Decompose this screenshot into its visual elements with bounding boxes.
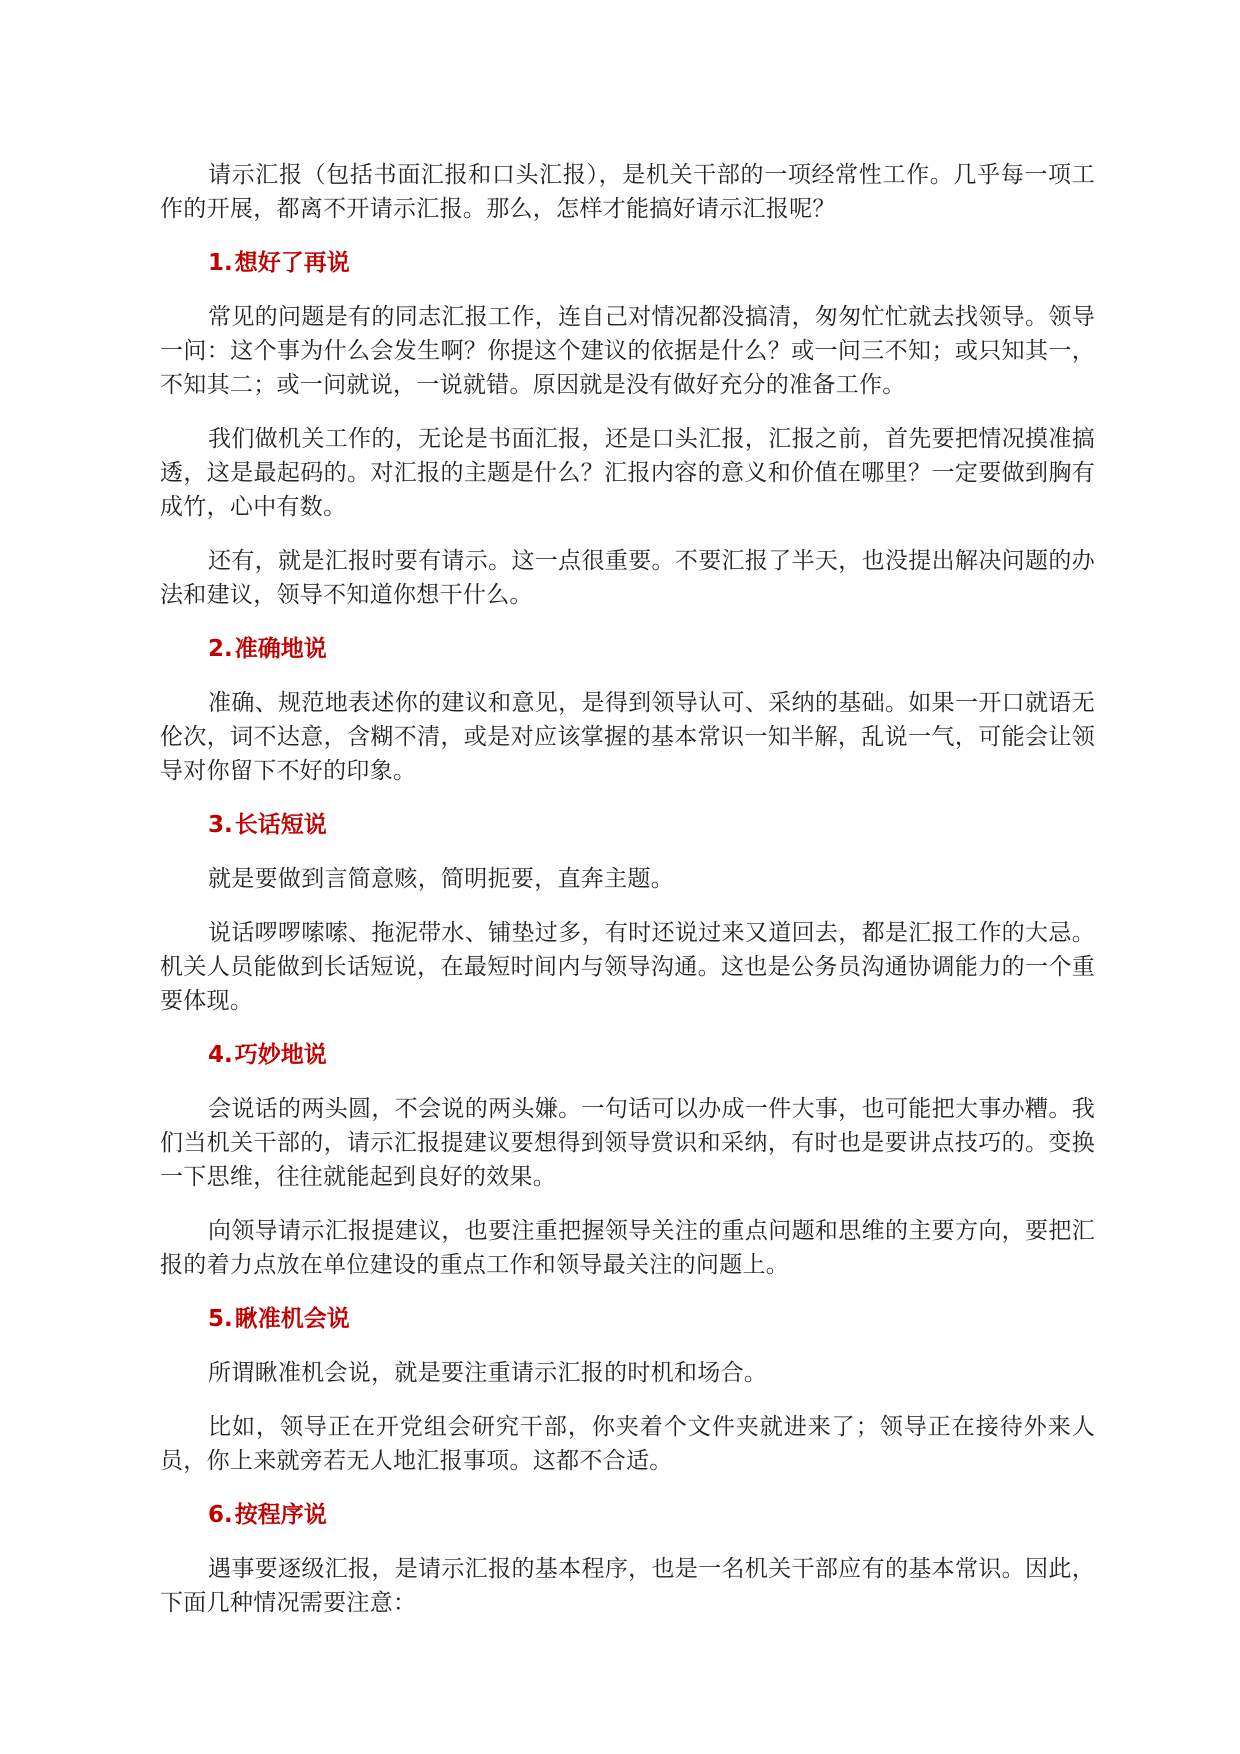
intro-paragraph: 请示汇报（包括书面汇报和口头汇报），是机关干部的一项经常性工作。几乎每一项工作的开展，都离不开请示汇报。那么，怎样才能搞好请示汇报呢？: [160, 162, 1095, 222]
section-paragraph: 向领导请示汇报提建议，也要注重把握领导关注的重点问题和思维的主要方向，要把汇报的着力点放在单位建设的重点工作和领导最关注的问题上。: [160, 1218, 1095, 1278]
section-heading: [160, 632, 1095, 666]
section-heading: [160, 1302, 1095, 1336]
section-number: 6.: [208, 1502, 233, 1528]
section-paragraph: 准确、规范地表述你的建议和意见，是得到领导认可、采纳的基础。如果一开口就语无伦次，词不达意，含糊不清，或是对应该掌握的基本常识一知半解，乱说一气，可能会让领导对你留下不好的印象。: [160, 690, 1095, 784]
section-heading: [160, 1038, 1095, 1072]
section-paragraph: 我们做机关工作的，无论是书面汇报，还是口头汇报，汇报之前，首先要把情况摸准搞透，这是最起码的。对汇报的主题是什么？汇报内容的意义和价值在哪里？一定要做到胸有成竹，心中有数。: [160, 426, 1095, 520]
section-paragraph: 说话啰啰嗦嗦、拖泥带水、铺垫过多，有时还说过来又道回去，都是汇报工作的大忌。机关人员能做到长话短说，在最短时间内与领导沟通。这也是公务员沟通协调能力的一个重要体现。: [160, 920, 1095, 1014]
section-5: [160, 1302, 1095, 1478]
section-4: [160, 1038, 1095, 1282]
section-paragraph: 还有，就是汇报时要有请示。这一点很重要。不要汇报了半天，也没提出解决问题的办法和建议，领导不知道你想干什么。: [160, 548, 1095, 608]
section-heading: [160, 808, 1095, 842]
section-title: 瞅准机会说: [234, 1306, 350, 1332]
section-title: 准确地说: [234, 636, 327, 662]
section-title: 按程序说: [234, 1502, 327, 1528]
section-3: [160, 808, 1095, 1018]
section-1: [160, 246, 1095, 612]
section-number: 2.: [208, 636, 233, 662]
section-paragraph: 比如，领导正在开党组会研究干部，你夹着个文件夹就进来了；领导正在接待外来人员，你上来就旁若无人地汇报事项。这都不合适。: [160, 1414, 1095, 1474]
section-heading: [160, 1498, 1095, 1532]
section-number: 3.: [208, 812, 233, 838]
section-title: 想好了再说: [234, 250, 350, 276]
section-title: 长话短说: [234, 812, 327, 838]
section-paragraph: 遇事要逐级汇报，是请示汇报的基本程序，也是一名机关干部应有的基本常识。因此，下面几种情况需要注意：: [160, 1556, 1095, 1616]
section-number: 4.: [208, 1042, 233, 1068]
section-paragraph: 会说话的两头圆，不会说的两头嫌。一句话可以办成一件大事，也可能把大事办糟。我们当机关干部的，请示汇报提建议要想得到领导赏识和采纳，有时也是要讲点技巧的。变换一下思维，往往就能起到良好的效果。: [160, 1096, 1095, 1190]
section-6: [160, 1498, 1095, 1620]
section-number: 1.: [208, 250, 233, 276]
section-title: 巧妙地说: [234, 1042, 327, 1068]
section-heading: [160, 246, 1095, 280]
section-number: 5.: [208, 1306, 233, 1332]
section-paragraph: 就是要做到言简意赅，简明扼要，直奔主题。: [208, 866, 674, 892]
section-2: [160, 632, 1095, 788]
section-paragraph: 所谓瞅准机会说，就是要注重请示汇报的时机和场合。: [208, 1360, 768, 1386]
document-page: [160, 158, 1095, 1640]
section-paragraph: 常见的问题是有的同志汇报工作，连自己对情况都没搞清，匆匆忙忙就去找领导。领导一问：这个事为什么会发生啊？你提这个建议的依据是什么？或一问三不知；或只知其一，不知其二；或一问就说，一说就错。原因就是没有做好充分的准备工作。: [160, 304, 1095, 398]
